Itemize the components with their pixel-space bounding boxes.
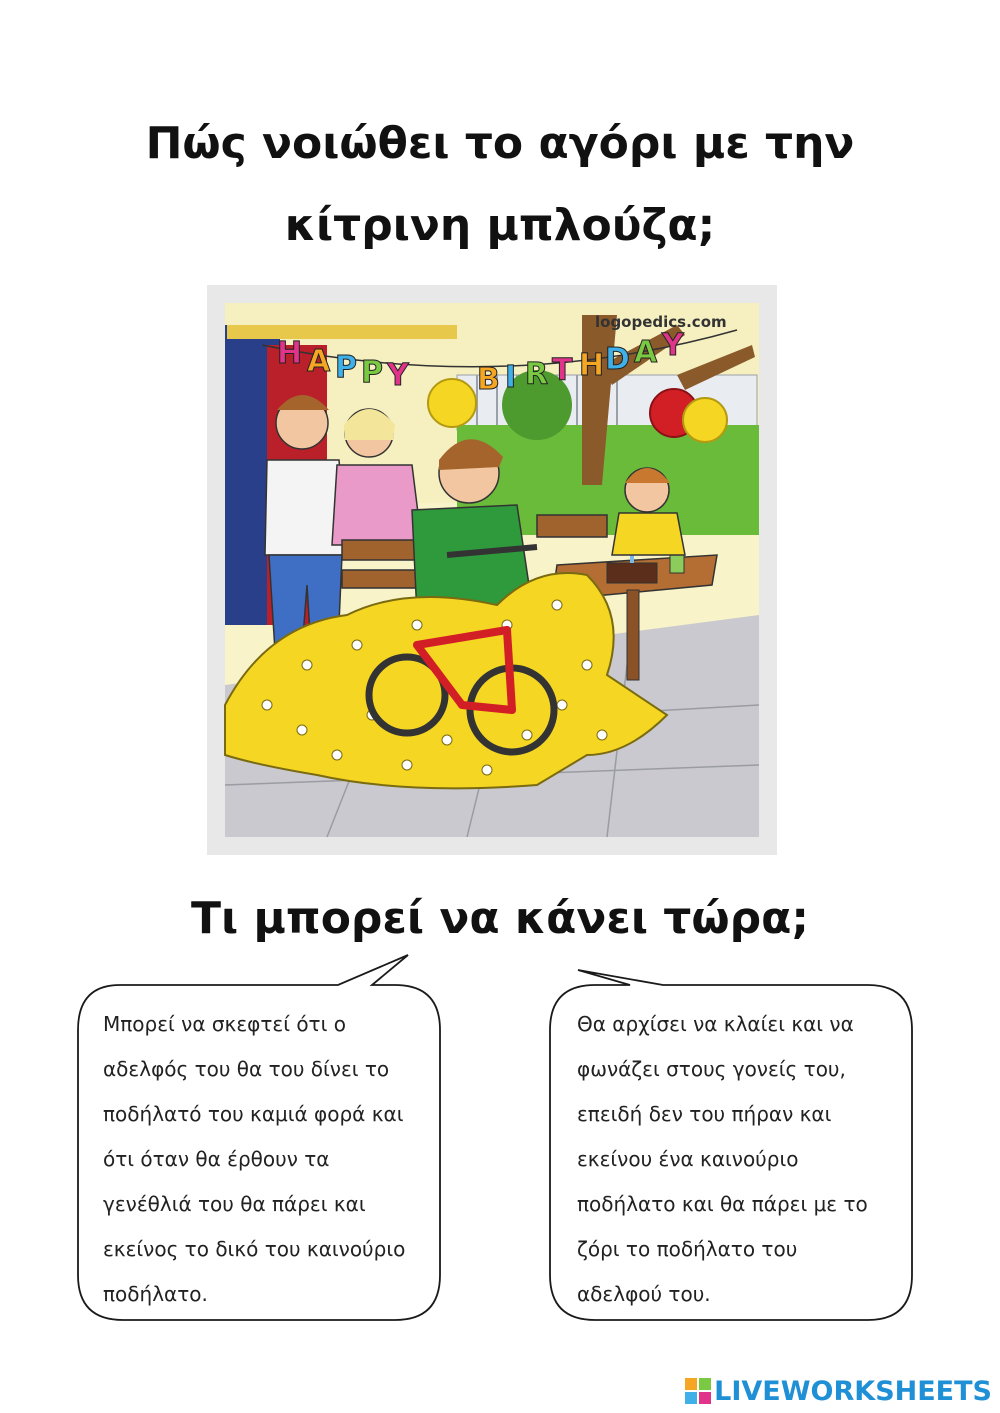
bubble-line: αδελφός του θα του δίνει το xyxy=(103,1057,390,1081)
bubble-line: γενέθλιά του θα πάρει και xyxy=(103,1192,366,1216)
banner-letter: D xyxy=(605,342,630,377)
bubble-line: ζόρι το ποδήλατο του xyxy=(577,1237,798,1261)
bubble-line: ποδήλατό του καμιά φορά και xyxy=(103,1102,404,1126)
bubble-line: ποδήλατο και θα πάρει με το xyxy=(577,1192,868,1216)
bubble-line: φωνάζει στους γονείς του, xyxy=(577,1057,846,1081)
liveworksheets-logo[interactable] xyxy=(685,1374,992,1408)
banner-letter: H xyxy=(277,336,303,371)
bubble-line: αδελφού του. xyxy=(577,1282,711,1306)
banner-letter: P xyxy=(361,355,383,390)
question-heading: Τι μπορεί να κάνει τώρα; xyxy=(191,893,809,944)
bubble-line: εκείνος το δικό του καινούριο xyxy=(103,1237,406,1261)
bubble-line: ότι όταν θα έρθουν τα xyxy=(103,1147,330,1171)
title-line-1: Πώς νοιώθει το αγόρι με την xyxy=(145,118,855,169)
bubble-right-text xyxy=(577,1002,897,1317)
banner-letter: T xyxy=(552,353,573,388)
banner-letter: A xyxy=(634,335,658,370)
bubble-left-text xyxy=(103,1002,433,1317)
title-line-2: κίτρινη μπλούζα; xyxy=(284,200,716,251)
bubble-line: Θα αρχίσει να κλαίει και να xyxy=(577,1012,854,1036)
bubble-line: Μπορεί να σκεφτεί ότι ο xyxy=(103,1012,346,1036)
bubble-line: εκείνου ένα καινούριο xyxy=(577,1147,799,1171)
banner-letter: B xyxy=(477,362,500,397)
banner-letter: Y xyxy=(662,328,684,363)
banner-letter: I xyxy=(505,360,517,395)
bubble-line: επειδή δεν του πήραν και xyxy=(577,1102,832,1126)
banner-letter: P xyxy=(335,350,357,385)
liveworksheets-mark-icon xyxy=(685,1378,711,1404)
banner-letter: H xyxy=(579,348,605,383)
bubble-line: ποδήλατο. xyxy=(103,1282,208,1306)
banner-letter: A xyxy=(307,344,331,379)
banner-letter: Y xyxy=(387,358,409,393)
banner-letter: R xyxy=(525,357,549,392)
illustration-watermark: logopedics.com xyxy=(595,313,727,331)
footer-brand: LIVEWORKSHEETS xyxy=(714,1375,992,1407)
